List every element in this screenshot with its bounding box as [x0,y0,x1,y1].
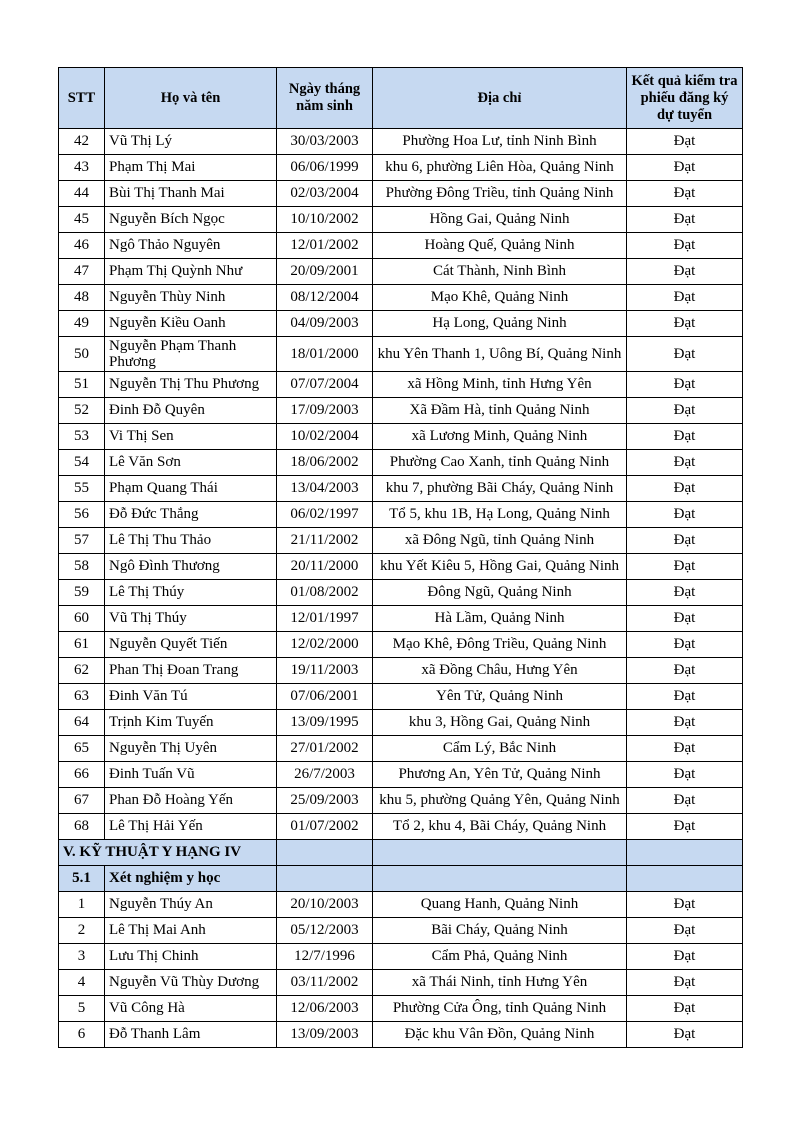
row-address: Cẩm Lý, Bắc Ninh [373,736,627,762]
table-row [59,918,743,944]
header-stt: STT [59,68,105,129]
header-address: Địa chỉ [373,68,627,129]
row-address: Yên Tử, Quảng Ninh [373,684,627,710]
row-result: Đạt [627,762,743,788]
table-row [59,398,743,424]
row-address: xã Đông Ngũ, tỉnh Quảng Ninh [373,528,627,554]
row-result: Đạt [627,528,743,554]
row-address: xã Thái Ninh, tỉnh Hưng Yên [373,970,627,996]
row-name: Lưu Thị Chinh [105,944,277,970]
row-stt: 50 [59,337,105,372]
row-name: Phan Đỗ Hoàng Yến [105,788,277,814]
header-row [59,68,743,129]
row-dob: 01/07/2002 [277,814,373,840]
row-dob: 12/7/1996 [277,944,373,970]
row-name: Đỗ Thanh Lâm [105,1022,277,1048]
row-result: Đạt [627,398,743,424]
row-result: Đạt [627,554,743,580]
section-row-5-1 [59,866,743,892]
row-address: Phường Hoa Lư, tỉnh Ninh Bình [373,129,627,155]
row-result: Đạt [627,736,743,762]
row-result: Đạt [627,285,743,311]
row-result: Đạt [627,892,743,918]
row-name: Phạm Quang Thái [105,476,277,502]
row-address: khu Yên Thanh 1, Uông Bí, Quảng Ninh [373,337,627,372]
row-stt: 58 [59,554,105,580]
row-name: Vi Thị Sen [105,424,277,450]
row-name: Đinh Tuấn Vũ [105,762,277,788]
row-address: khu Yết Kiêu 5, Hồng Gai, Quảng Ninh [373,554,627,580]
row-result: Đạt [627,632,743,658]
row-name: Lê Thị Thu Thảo [105,528,277,554]
row-name: Bùi Thị Thanh Mai [105,181,277,207]
row-result: Đạt [627,476,743,502]
row-stt: 49 [59,311,105,337]
subsection-title: Xét nghiệm y học [105,866,277,892]
table-row [59,476,743,502]
header-dob: Ngày tháng năm sinh [277,68,373,129]
row-result: Đạt [627,710,743,736]
table-row [59,259,743,285]
row-result: Đạt [627,424,743,450]
subsection-number: 5.1 [59,866,105,892]
row-dob: 12/01/2002 [277,233,373,259]
row-dob: 12/02/2000 [277,632,373,658]
row-address: khu 5, phường Quảng Yên, Quảng Ninh [373,788,627,814]
row-stt: 67 [59,788,105,814]
row-address: Cẩm Phả, Quảng Ninh [373,944,627,970]
row-result: Đạt [627,580,743,606]
row-stt: 57 [59,528,105,554]
row-address: Hà Lầm, Quảng Ninh [373,606,627,632]
row-name: Nguyễn Kiều Oanh [105,311,277,337]
row-name: Vũ Công Hà [105,996,277,1022]
row-name: Ngô Thảo Nguyên [105,233,277,259]
row-address: Tổ 5, khu 1B, Hạ Long, Quảng Ninh [373,502,627,528]
row-result: Đạt [627,684,743,710]
section-row-v [59,840,743,866]
row-name: Nguyễn Bích Ngọc [105,207,277,233]
table-body [59,129,743,1048]
section-empty-cell [373,866,627,892]
row-name: Vũ Thị Lý [105,129,277,155]
row-stt: 46 [59,233,105,259]
row-dob: 04/09/2003 [277,311,373,337]
section-empty-cell [277,840,373,866]
row-name: Nguyễn Thị Thu Phương [105,372,277,398]
row-stt: 44 [59,181,105,207]
row-name: Ngô Đình Thương [105,554,277,580]
table-row [59,1022,743,1048]
row-stt: 42 [59,129,105,155]
row-name: Nguyễn Thùy Ninh [105,285,277,311]
table-row [59,632,743,658]
row-dob: 30/03/2003 [277,129,373,155]
table-row [59,311,743,337]
row-stt: 4 [59,970,105,996]
table-row [59,658,743,684]
table-row [59,996,743,1022]
table-row [59,233,743,259]
row-dob: 06/02/1997 [277,502,373,528]
row-result: Đạt [627,259,743,285]
table-row [59,181,743,207]
section-empty-cell [627,840,743,866]
table-row [59,372,743,398]
table-header [59,68,743,129]
table-row [59,762,743,788]
row-stt: 6 [59,1022,105,1048]
row-name: Trịnh Kim Tuyến [105,710,277,736]
row-dob: 20/10/2003 [277,892,373,918]
row-dob: 07/07/2004 [277,372,373,398]
row-dob: 03/11/2002 [277,970,373,996]
row-stt: 51 [59,372,105,398]
row-name: Nguyễn Thị Uyên [105,736,277,762]
row-address: Xã Đầm Hà, tỉnh Quảng Ninh [373,398,627,424]
row-stt: 52 [59,398,105,424]
table-row [59,684,743,710]
row-stt: 64 [59,710,105,736]
row-result: Đạt [627,207,743,233]
row-result: Đạt [627,502,743,528]
table-row [59,710,743,736]
row-stt: 56 [59,502,105,528]
row-name: Phạm Thị Mai [105,155,277,181]
row-name: Nguyễn Thúy An [105,892,277,918]
row-address: Đông Ngũ, Quảng Ninh [373,580,627,606]
row-stt: 54 [59,450,105,476]
table-row [59,129,743,155]
row-dob: 07/06/2001 [277,684,373,710]
row-stt: 61 [59,632,105,658]
table-row [59,892,743,918]
table-row [59,337,743,372]
row-stt: 5 [59,996,105,1022]
row-address: khu 7, phường Bãi Cháy, Quảng Ninh [373,476,627,502]
row-address: Đặc khu Vân Đồn, Quảng Ninh [373,1022,627,1048]
table-row [59,580,743,606]
row-name: Lê Thị Hải Yến [105,814,277,840]
row-stt: 2 [59,918,105,944]
table-row [59,788,743,814]
row-address: Phường Đông Triều, tỉnh Quảng Ninh [373,181,627,207]
row-dob: 21/11/2002 [277,528,373,554]
row-name: Phạm Thị Quỳnh Như [105,259,277,285]
header-result: Kết quả kiểm tra phiếu đăng ký dự tuyển [627,68,743,129]
row-result: Đạt [627,337,743,372]
row-name: Đỗ Đức Thắng [105,502,277,528]
row-dob: 27/01/2002 [277,736,373,762]
row-address: khu 3, Hồng Gai, Quảng Ninh [373,710,627,736]
row-dob: 08/12/2004 [277,285,373,311]
row-dob: 12/06/2003 [277,996,373,1022]
row-address: xã Đồng Châu, Hưng Yên [373,658,627,684]
table-row [59,736,743,762]
row-stt: 48 [59,285,105,311]
row-name: Nguyễn Vũ Thùy Dương [105,970,277,996]
row-address: Quang Hanh, Quảng Ninh [373,892,627,918]
row-name: Đinh Đỗ Quyên [105,398,277,424]
table-row [59,944,743,970]
row-dob: 26/7/2003 [277,762,373,788]
row-dob: 06/06/1999 [277,155,373,181]
row-result: Đạt [627,970,743,996]
row-dob: 19/11/2003 [277,658,373,684]
row-name: Nguyễn Quyết Tiến [105,632,277,658]
header-name: Họ và tên [105,68,277,129]
row-stt: 43 [59,155,105,181]
row-stt: 1 [59,892,105,918]
row-stt: 63 [59,684,105,710]
row-stt: 60 [59,606,105,632]
row-dob: 01/08/2002 [277,580,373,606]
row-stt: 55 [59,476,105,502]
table-row [59,606,743,632]
row-dob: 12/01/1997 [277,606,373,632]
section-title: V. KỸ THUẬT Y HẠNG IV [59,840,277,866]
row-address: Mạo Khê, Quảng Ninh [373,285,627,311]
row-dob: 13/09/1995 [277,710,373,736]
row-result: Đạt [627,450,743,476]
row-stt: 47 [59,259,105,285]
table-row [59,814,743,840]
row-name: Lê Thị Mai Anh [105,918,277,944]
table-row [59,554,743,580]
row-name: Vũ Thị Thúy [105,606,277,632]
row-name: Lê Văn Sơn [105,450,277,476]
row-address: Tổ 2, khu 4, Bãi Cháy, Quảng Ninh [373,814,627,840]
row-result: Đạt [627,1022,743,1048]
table-row [59,424,743,450]
row-dob: 18/06/2002 [277,450,373,476]
row-dob: 02/03/2004 [277,181,373,207]
candidate-table [58,67,743,1048]
table-row [59,502,743,528]
row-stt: 65 [59,736,105,762]
row-name: Nguyễn Phạm Thanh Phương [105,337,277,372]
row-result: Đạt [627,814,743,840]
row-stt: 66 [59,762,105,788]
table-row [59,528,743,554]
row-dob: 10/10/2002 [277,207,373,233]
row-address: Phương An, Yên Tử, Quảng Ninh [373,762,627,788]
row-stt: 62 [59,658,105,684]
row-dob: 18/01/2000 [277,337,373,372]
row-address: Hồng Gai, Quảng Ninh [373,207,627,233]
row-stt: 3 [59,944,105,970]
row-name: Đinh Văn Tú [105,684,277,710]
row-address: Phường Cửa Ông, tỉnh Quảng Ninh [373,996,627,1022]
row-dob: 13/09/2003 [277,1022,373,1048]
row-result: Đạt [627,155,743,181]
row-result: Đạt [627,233,743,259]
row-name: Phan Thị Đoan Trang [105,658,277,684]
row-dob: 10/02/2004 [277,424,373,450]
row-stt: 53 [59,424,105,450]
table-row [59,970,743,996]
row-result: Đạt [627,788,743,814]
row-address: xã Hồng Minh, tỉnh Hưng Yên [373,372,627,398]
table-row [59,285,743,311]
row-stt: 45 [59,207,105,233]
row-dob: 20/09/2001 [277,259,373,285]
row-address: khu 6, phường Liên Hòa, Quảng Ninh [373,155,627,181]
row-result: Đạt [627,996,743,1022]
row-address: Mạo Khê, Đông Triều, Quảng Ninh [373,632,627,658]
row-name: Lê Thị Thúy [105,580,277,606]
table-row [59,155,743,181]
row-address: Phường Cao Xanh, tỉnh Quảng Ninh [373,450,627,476]
row-result: Đạt [627,129,743,155]
row-address: Hạ Long, Quảng Ninh [373,311,627,337]
row-dob: 17/09/2003 [277,398,373,424]
row-address: Bãi Cháy, Quảng Ninh [373,918,627,944]
row-address: Cát Thành, Ninh Bình [373,259,627,285]
row-result: Đạt [627,606,743,632]
row-dob: 05/12/2003 [277,918,373,944]
section-empty-cell [373,840,627,866]
row-dob: 25/09/2003 [277,788,373,814]
row-result: Đạt [627,372,743,398]
row-result: Đạt [627,658,743,684]
row-stt: 68 [59,814,105,840]
row-result: Đạt [627,944,743,970]
row-result: Đạt [627,311,743,337]
row-dob: 13/04/2003 [277,476,373,502]
section-empty-cell [627,866,743,892]
row-stt: 59 [59,580,105,606]
row-address: Hoàng Quế, Quảng Ninh [373,233,627,259]
table-row [59,450,743,476]
section-empty-cell [277,866,373,892]
row-dob: 20/11/2000 [277,554,373,580]
table-row [59,207,743,233]
row-result: Đạt [627,181,743,207]
row-result: Đạt [627,918,743,944]
row-address: xã Lương Minh, Quảng Ninh [373,424,627,450]
